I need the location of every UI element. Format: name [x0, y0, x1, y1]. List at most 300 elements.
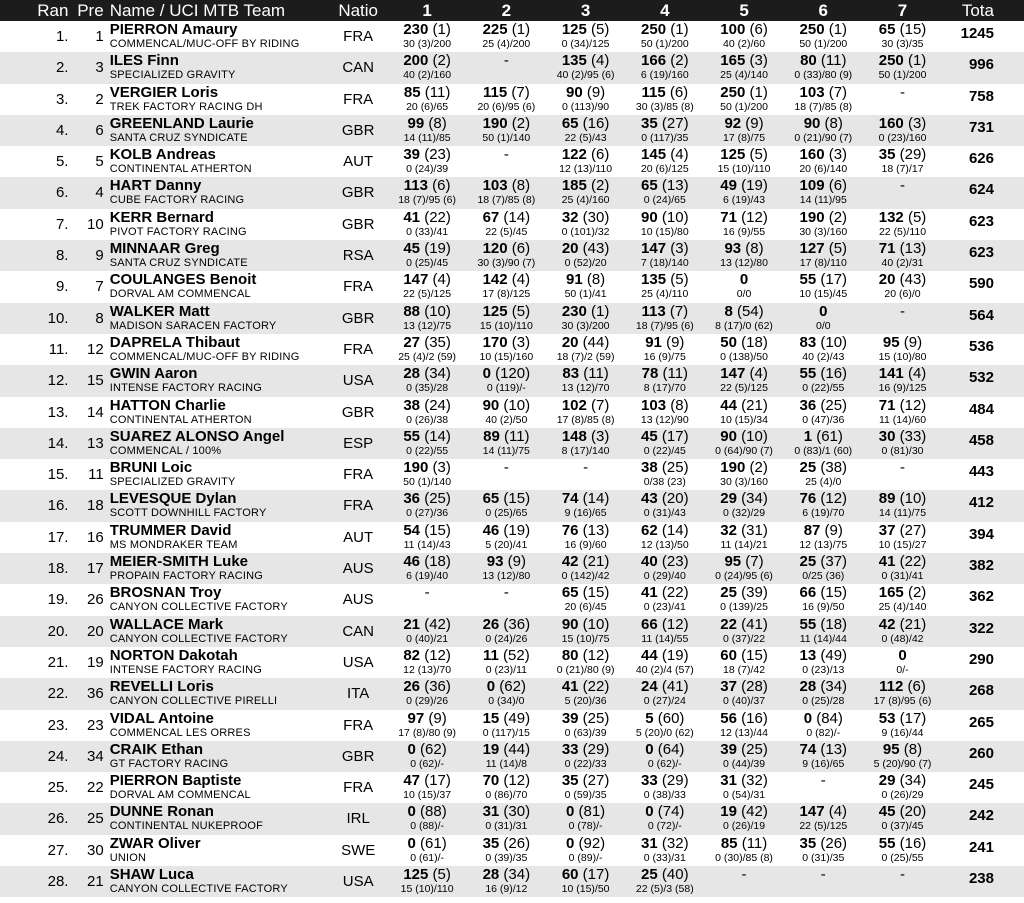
stage-breakdown: 20 (6)/140 [799, 163, 848, 176]
stage-points-value: 46 [482, 521, 500, 539]
stage-cell [388, 397, 467, 428]
stage-rank: (17) [578, 866, 610, 884]
total-cell: 731 [968, 118, 994, 136]
stage-points-value: 20 [878, 271, 896, 289]
stage-points [704, 616, 783, 633]
stage-rank: (15) [736, 646, 768, 664]
total-cell: 564 [968, 306, 994, 324]
stage-points [467, 459, 546, 476]
stage-points-value: 65 [561, 114, 579, 132]
stage-rank: (7) [824, 83, 848, 101]
rider-cell [108, 21, 329, 52]
stage-rank: (13) [816, 740, 848, 758]
nation-cell: FRA [343, 90, 374, 108]
stage-points [625, 115, 704, 132]
rider-cell [108, 710, 329, 741]
stage-cell [784, 772, 863, 803]
stage-breakdown: 16 (9)/75 [643, 350, 686, 363]
stage-points [467, 741, 546, 758]
header-total: Tota [961, 0, 994, 20]
stage-breakdown: 10 (15)/37 [403, 789, 452, 802]
nation-cell: USA [342, 372, 374, 390]
nation-cell: ITA [347, 685, 370, 703]
team-name: DORVAL AM COMMENCAL [109, 288, 251, 301]
stage-points-value: 99 [407, 114, 425, 132]
stage-cell [863, 584, 942, 615]
stage-points-value: 190 [799, 208, 825, 226]
stage-rank: (88) [415, 803, 447, 821]
table-row [0, 209, 1024, 240]
stage-breakdown: 11 (14)/8 [485, 757, 527, 770]
stage-points-value: 0 [407, 803, 416, 821]
stage-rank: (12) [578, 646, 610, 664]
stage-points-value: 250 [878, 52, 904, 70]
stage-points [784, 866, 863, 883]
stage-cell [704, 303, 783, 334]
stage-rank: (11) [420, 83, 451, 101]
stage-rank: (34) [895, 772, 927, 790]
stage-points-value: 125 [561, 21, 587, 38]
total-cell: 624 [968, 181, 994, 199]
stage-points-value: 166 [641, 52, 667, 70]
stage-breakdown: 5 (20)/36 [564, 695, 607, 708]
team-name: PROPAIN FACTORY RACING [109, 570, 264, 583]
rider-cell [108, 365, 329, 396]
stage-points-value: 135 [561, 52, 587, 70]
stage-points-value: 112 [879, 678, 904, 696]
stage-cell [388, 866, 467, 897]
stage-rank: (12) [657, 615, 689, 633]
stage-points-value: 95 [882, 333, 900, 351]
stage-points [546, 21, 625, 38]
stage-cell [625, 365, 704, 396]
stage-points-value: 60 [720, 646, 737, 664]
rank-cell: 16. [47, 497, 69, 515]
rider-cell [108, 678, 329, 709]
stage-points-value: 35 [878, 146, 896, 164]
stage-cell [863, 52, 942, 83]
stage-rank: (21) [578, 553, 610, 571]
stage-points-value: 1 [803, 427, 813, 445]
stage-breakdown: 50 (1)/200 [878, 69, 927, 82]
stage-breakdown: 40 (2)/4 (57) [635, 663, 694, 676]
stage-breakdown: 10 (15)/34 [720, 413, 768, 426]
stage-points [704, 647, 783, 664]
stage-breakdown: 22 (5)/125 [799, 820, 848, 833]
stage-points [704, 21, 783, 38]
stage-breakdown: 30 (3)/35 [881, 38, 924, 50]
stage-rank: (4) [586, 52, 610, 70]
stage-points [546, 459, 625, 476]
stage-cell [467, 772, 546, 803]
stage-rank: (8) [820, 114, 843, 132]
stage-cell [625, 490, 704, 521]
team-name: SCOTT DOWNHILL FACTORY [109, 507, 267, 520]
stage-points-value: 0 [486, 678, 496, 696]
stage-breakdown: 0 (33)/41 [406, 225, 449, 238]
stage-points-value: 35 [561, 772, 579, 790]
stage-cell [704, 553, 783, 584]
stage-breakdown: 0 (89)/- [568, 851, 603, 864]
stage-points [704, 866, 783, 883]
stage-points [546, 678, 625, 695]
stage-cell [546, 303, 625, 334]
stage-points-value: 225 [482, 21, 508, 38]
rider-cell [108, 647, 329, 678]
stage-cell [467, 741, 546, 772]
stage-breakdown: 0 (82)/- [806, 726, 841, 739]
stage-breakdown: 25 (4)/2 (59) [398, 350, 456, 363]
stage-points-value: 41 [403, 208, 421, 226]
rank-cell: 7. [55, 215, 69, 233]
total-cell: 242 [968, 807, 994, 825]
stage-breakdown: 15 (10)/110 [400, 883, 454, 896]
stage-points-value: 83 [799, 333, 817, 351]
stage-points-value: 90 [803, 114, 821, 132]
stage-rank: (16) [736, 709, 768, 727]
stage-points [784, 553, 863, 570]
stage-points-value: 78 [641, 365, 659, 383]
stage-rank: (24) [420, 396, 451, 414]
stage-points [625, 772, 704, 789]
stage-breakdown: 0 (26)/19 [723, 820, 766, 833]
stage-cell [625, 177, 704, 208]
stage-rank: (4) [666, 146, 689, 164]
stage-rank: (6) [903, 678, 926, 696]
stage-breakdown: 40 (2)/43 [802, 350, 845, 363]
stage-cell [467, 522, 546, 553]
stage-cell [546, 146, 625, 177]
stage-points-value: 80 [561, 646, 579, 664]
stage-cell [625, 209, 704, 240]
stage-breakdown: 15 (10)/110 [479, 319, 533, 332]
stage-breakdown: 0 (117)/15 [482, 726, 530, 739]
stage-points [863, 803, 942, 820]
rider-name: SHAW Luca [109, 866, 194, 884]
stage-points-value: 135 [641, 271, 667, 289]
total-cell: 758 [968, 87, 994, 105]
nation-cell: FRA [343, 278, 374, 296]
previous-rank-cell: 36 [87, 685, 104, 703]
stage-points [863, 522, 942, 539]
stage-points [784, 835, 863, 852]
stage-points-value: 39 [720, 740, 737, 758]
rank-cell: 2. [55, 59, 69, 77]
stage-breakdown: 50 (1)/200 [720, 100, 768, 113]
stage-points [704, 365, 783, 382]
stage-breakdown: 0 (25)/45 [406, 257, 449, 270]
stage-points [625, 84, 704, 101]
stage-cell [467, 177, 546, 208]
stage-breakdown: 13 (12)/90 [640, 413, 689, 426]
stage-breakdown: 25 (4)/140 [878, 601, 927, 614]
previous-rank-cell: 7 [95, 278, 104, 296]
stage-rank: (14) [499, 208, 531, 226]
stage-breakdown: 11 (14)/44 [799, 632, 847, 645]
stage-cell [863, 303, 942, 334]
stage-breakdown: 40 (2)/60 [723, 38, 766, 50]
stage-points-value: 122 [561, 146, 587, 164]
team-name: GT FACTORY RACING [109, 757, 229, 770]
stage-rank: (4) [507, 271, 531, 289]
rider-name: VERGIER Loris [109, 83, 219, 101]
stage-points-value: 36 [799, 396, 817, 414]
stage-points [467, 334, 546, 351]
stage-points [704, 303, 783, 320]
stage-cell [625, 678, 704, 709]
stage-cell [467, 584, 546, 615]
stage-rank: (42) [420, 615, 451, 633]
stage-rank: (19) [420, 240, 451, 258]
stage-cell [546, 271, 625, 302]
stage-cell [625, 115, 704, 146]
stage-points [625, 397, 704, 414]
stage-points [784, 710, 863, 727]
rider-cell [108, 84, 329, 115]
stage-rank: (60) [653, 709, 685, 727]
stage-rank: - [900, 177, 906, 195]
stage-points-value: 47 [403, 772, 421, 790]
stage-cell [625, 428, 704, 459]
stage-rank: (49) [499, 709, 531, 727]
stage-points-value: 38 [403, 396, 421, 414]
stage-rank: (40) [657, 866, 689, 884]
stage-points-value: 91 [645, 333, 662, 351]
stage-points [388, 522, 467, 539]
rider-name: ILES Finn [109, 52, 179, 70]
stage-points [784, 772, 863, 789]
stage-points-value: 37 [878, 521, 896, 539]
stage-points [546, 240, 625, 257]
stage-points [546, 271, 625, 288]
stage-breakdown: 25 (4)/140 [720, 69, 768, 82]
stage-points [467, 647, 546, 664]
team-name: COMMENCAL LES ORRES [109, 726, 251, 739]
team-name: DORVAL AM COMMENCAL [109, 789, 251, 802]
stage-points [784, 177, 863, 194]
stage-points [388, 177, 467, 194]
nation-cell: SWE [341, 841, 376, 859]
nation-cell: AUT [343, 153, 374, 171]
stage-cell [388, 803, 467, 834]
stage-points-value: 39 [403, 146, 421, 164]
stage-cell [863, 490, 942, 521]
stage-breakdown: 0 (40)/37 [723, 695, 766, 708]
stage-points [863, 490, 942, 507]
stage-breakdown: 0 (119)/- [486, 382, 526, 395]
stage-points [863, 647, 942, 664]
stage-points-value: 46 [403, 553, 421, 571]
stage-cell [704, 522, 783, 553]
header-stage-7: 7 [897, 0, 908, 20]
stage-points-value: 65 [878, 21, 896, 38]
stage-breakdown: 0 (30)/85 (8) [715, 851, 773, 864]
previous-rank-cell: 26 [87, 591, 104, 609]
stage-rank: (13) [578, 521, 610, 539]
stage-cell [388, 115, 467, 146]
table-row [0, 553, 1024, 584]
rider-name: ZWAR Oliver [109, 834, 201, 852]
stage-points-value: 65 [641, 177, 658, 195]
stage-rank: (3) [428, 459, 451, 477]
stage-points [863, 678, 942, 695]
stage-cell [546, 678, 625, 709]
header-rank: Ran [37, 0, 69, 20]
stage-cell [546, 334, 625, 365]
stage-breakdown: 16 (9)/125 [878, 382, 927, 395]
table-row [0, 772, 1024, 803]
stage-points [704, 803, 783, 820]
stage-cell [784, 647, 863, 678]
stage-rank: (6) [507, 240, 531, 258]
stage-cell [704, 584, 783, 615]
stage-rank: (4) [824, 803, 848, 821]
stage-points-value: 41 [878, 553, 896, 571]
table-row [0, 522, 1024, 553]
stage-points-value: 90 [561, 615, 579, 633]
stage-points-value: 28 [482, 866, 500, 884]
stage-cell [704, 772, 783, 803]
stage-rank: (26) [816, 834, 848, 852]
header-stage-4: 4 [660, 0, 670, 20]
stage-points-value: 102 [561, 396, 587, 414]
stage-breakdown: 0 (48)/42 [881, 632, 924, 645]
stage-cell [704, 647, 783, 678]
stage-points [784, 741, 863, 758]
stage-cell [863, 616, 942, 647]
total-cell: 532 [968, 369, 994, 387]
total-cell: 996 [968, 56, 994, 74]
stage-breakdown: 12 (13)/75 [799, 538, 848, 551]
stage-rank: (6) [745, 21, 768, 38]
stage-rank: (25) [578, 709, 610, 727]
stage-points [388, 710, 467, 727]
stage-rank: (29) [657, 772, 689, 790]
stage-breakdown: 22 (5)/125 [403, 288, 452, 301]
stage-rank: (18) [736, 333, 768, 351]
stage-rank: (27) [657, 114, 689, 132]
stage-points [625, 459, 704, 476]
stage-points [388, 334, 467, 351]
rider-cell [108, 835, 329, 866]
stage-cell [388, 522, 467, 553]
stage-breakdown: 0 (31)/41 [881, 570, 924, 583]
team-name: CUBE FACTORY RACING [109, 194, 245, 207]
stage-points-value: 33 [641, 772, 658, 790]
stage-points [625, 647, 704, 664]
stage-points-value: 54 [403, 521, 421, 539]
stage-rank: (17) [657, 427, 689, 445]
stage-points [784, 84, 863, 101]
stage-rank: (19) [499, 521, 531, 539]
rank-cell: 25. [47, 779, 69, 797]
team-name: CANYON COLLECTIVE FACTORY [109, 601, 288, 614]
stage-cell [863, 397, 942, 428]
table-row [0, 803, 1024, 834]
stage-cell [784, 334, 863, 365]
stage-rank: (25) [657, 459, 689, 477]
total-cell: 260 [968, 744, 994, 762]
stage-points-value: 148 [561, 427, 587, 445]
stage-breakdown: 0 (78)/- [568, 820, 603, 833]
stage-rank: (6) [824, 177, 848, 195]
stage-points [546, 835, 625, 852]
stage-rank: (3) [745, 52, 768, 70]
team-name: UNION [109, 851, 147, 864]
stage-points [625, 52, 704, 69]
stage-rank: (1) [586, 302, 610, 320]
rider-cell [108, 177, 329, 208]
stage-cell [388, 240, 467, 271]
stage-cell [388, 209, 467, 240]
stage-points-value: 74 [799, 740, 817, 758]
stage-breakdown: 14 (11)/95 [799, 194, 847, 207]
stage-breakdown: 0 (142)/42 [561, 570, 610, 583]
stage-points-value: 5 [645, 709, 654, 727]
stage-points-value: 190 [720, 459, 746, 477]
stage-points-value: 90 [720, 427, 737, 445]
stage-points-value: 165 [878, 584, 904, 602]
stage-points [546, 428, 625, 445]
stage-breakdown: 20 (6)/95 (6) [477, 100, 536, 113]
stage-breakdown: 0/0 [815, 319, 831, 332]
stage-cell [625, 584, 704, 615]
stage-points [863, 835, 942, 852]
stage-points-value: 39 [561, 709, 579, 727]
stage-breakdown: 50 (1)/200 [640, 38, 689, 50]
rider-name: REVELLI Loris [109, 678, 214, 696]
stage-points [784, 365, 863, 382]
stage-points [546, 397, 625, 414]
stage-rank: (7) [586, 396, 610, 414]
rider-name: TRUMMER David [109, 521, 232, 539]
stage-breakdown: 12 (13)/70 [403, 663, 452, 676]
stage-points [784, 459, 863, 476]
stage-rank: (2) [824, 208, 848, 226]
stage-cell [546, 397, 625, 428]
stage-rank: (27) [895, 521, 927, 539]
stage-breakdown: 11 (14)/55 [641, 632, 689, 645]
stage-points-value: 92 [724, 114, 742, 132]
stage-cell [704, 365, 783, 396]
stage-rank: (14) [578, 490, 610, 508]
stage-rank: - [503, 52, 509, 70]
stage-breakdown: 0 (54)/31 [723, 789, 766, 802]
stage-breakdown: 0 (23)/11 [485, 663, 527, 676]
stage-points [863, 428, 942, 445]
nation-cell: USA [342, 653, 374, 671]
stage-rank: (2) [903, 584, 927, 602]
stage-rank: (3) [824, 146, 848, 164]
previous-rank-cell: 12 [87, 340, 104, 358]
stage-rank: (62) [415, 740, 447, 758]
stage-cell [467, 397, 546, 428]
stage-breakdown: 6 (19)/70 [802, 507, 845, 520]
stage-points [784, 21, 863, 38]
rider-cell [108, 616, 329, 647]
stage-rank: (15) [895, 21, 927, 38]
stage-cell [863, 428, 942, 459]
stage-points [784, 522, 863, 539]
stage-points-value: 50 [720, 333, 737, 351]
stage-points-value: 55 [799, 271, 817, 289]
stage-points [784, 240, 863, 257]
stage-points-value: 21 [403, 615, 421, 633]
stage-points-value: 250 [720, 83, 746, 101]
stage-points-value: 42 [878, 615, 896, 633]
stage-cell [546, 21, 625, 52]
stage-breakdown: 25 (4)/160 [561, 194, 610, 207]
